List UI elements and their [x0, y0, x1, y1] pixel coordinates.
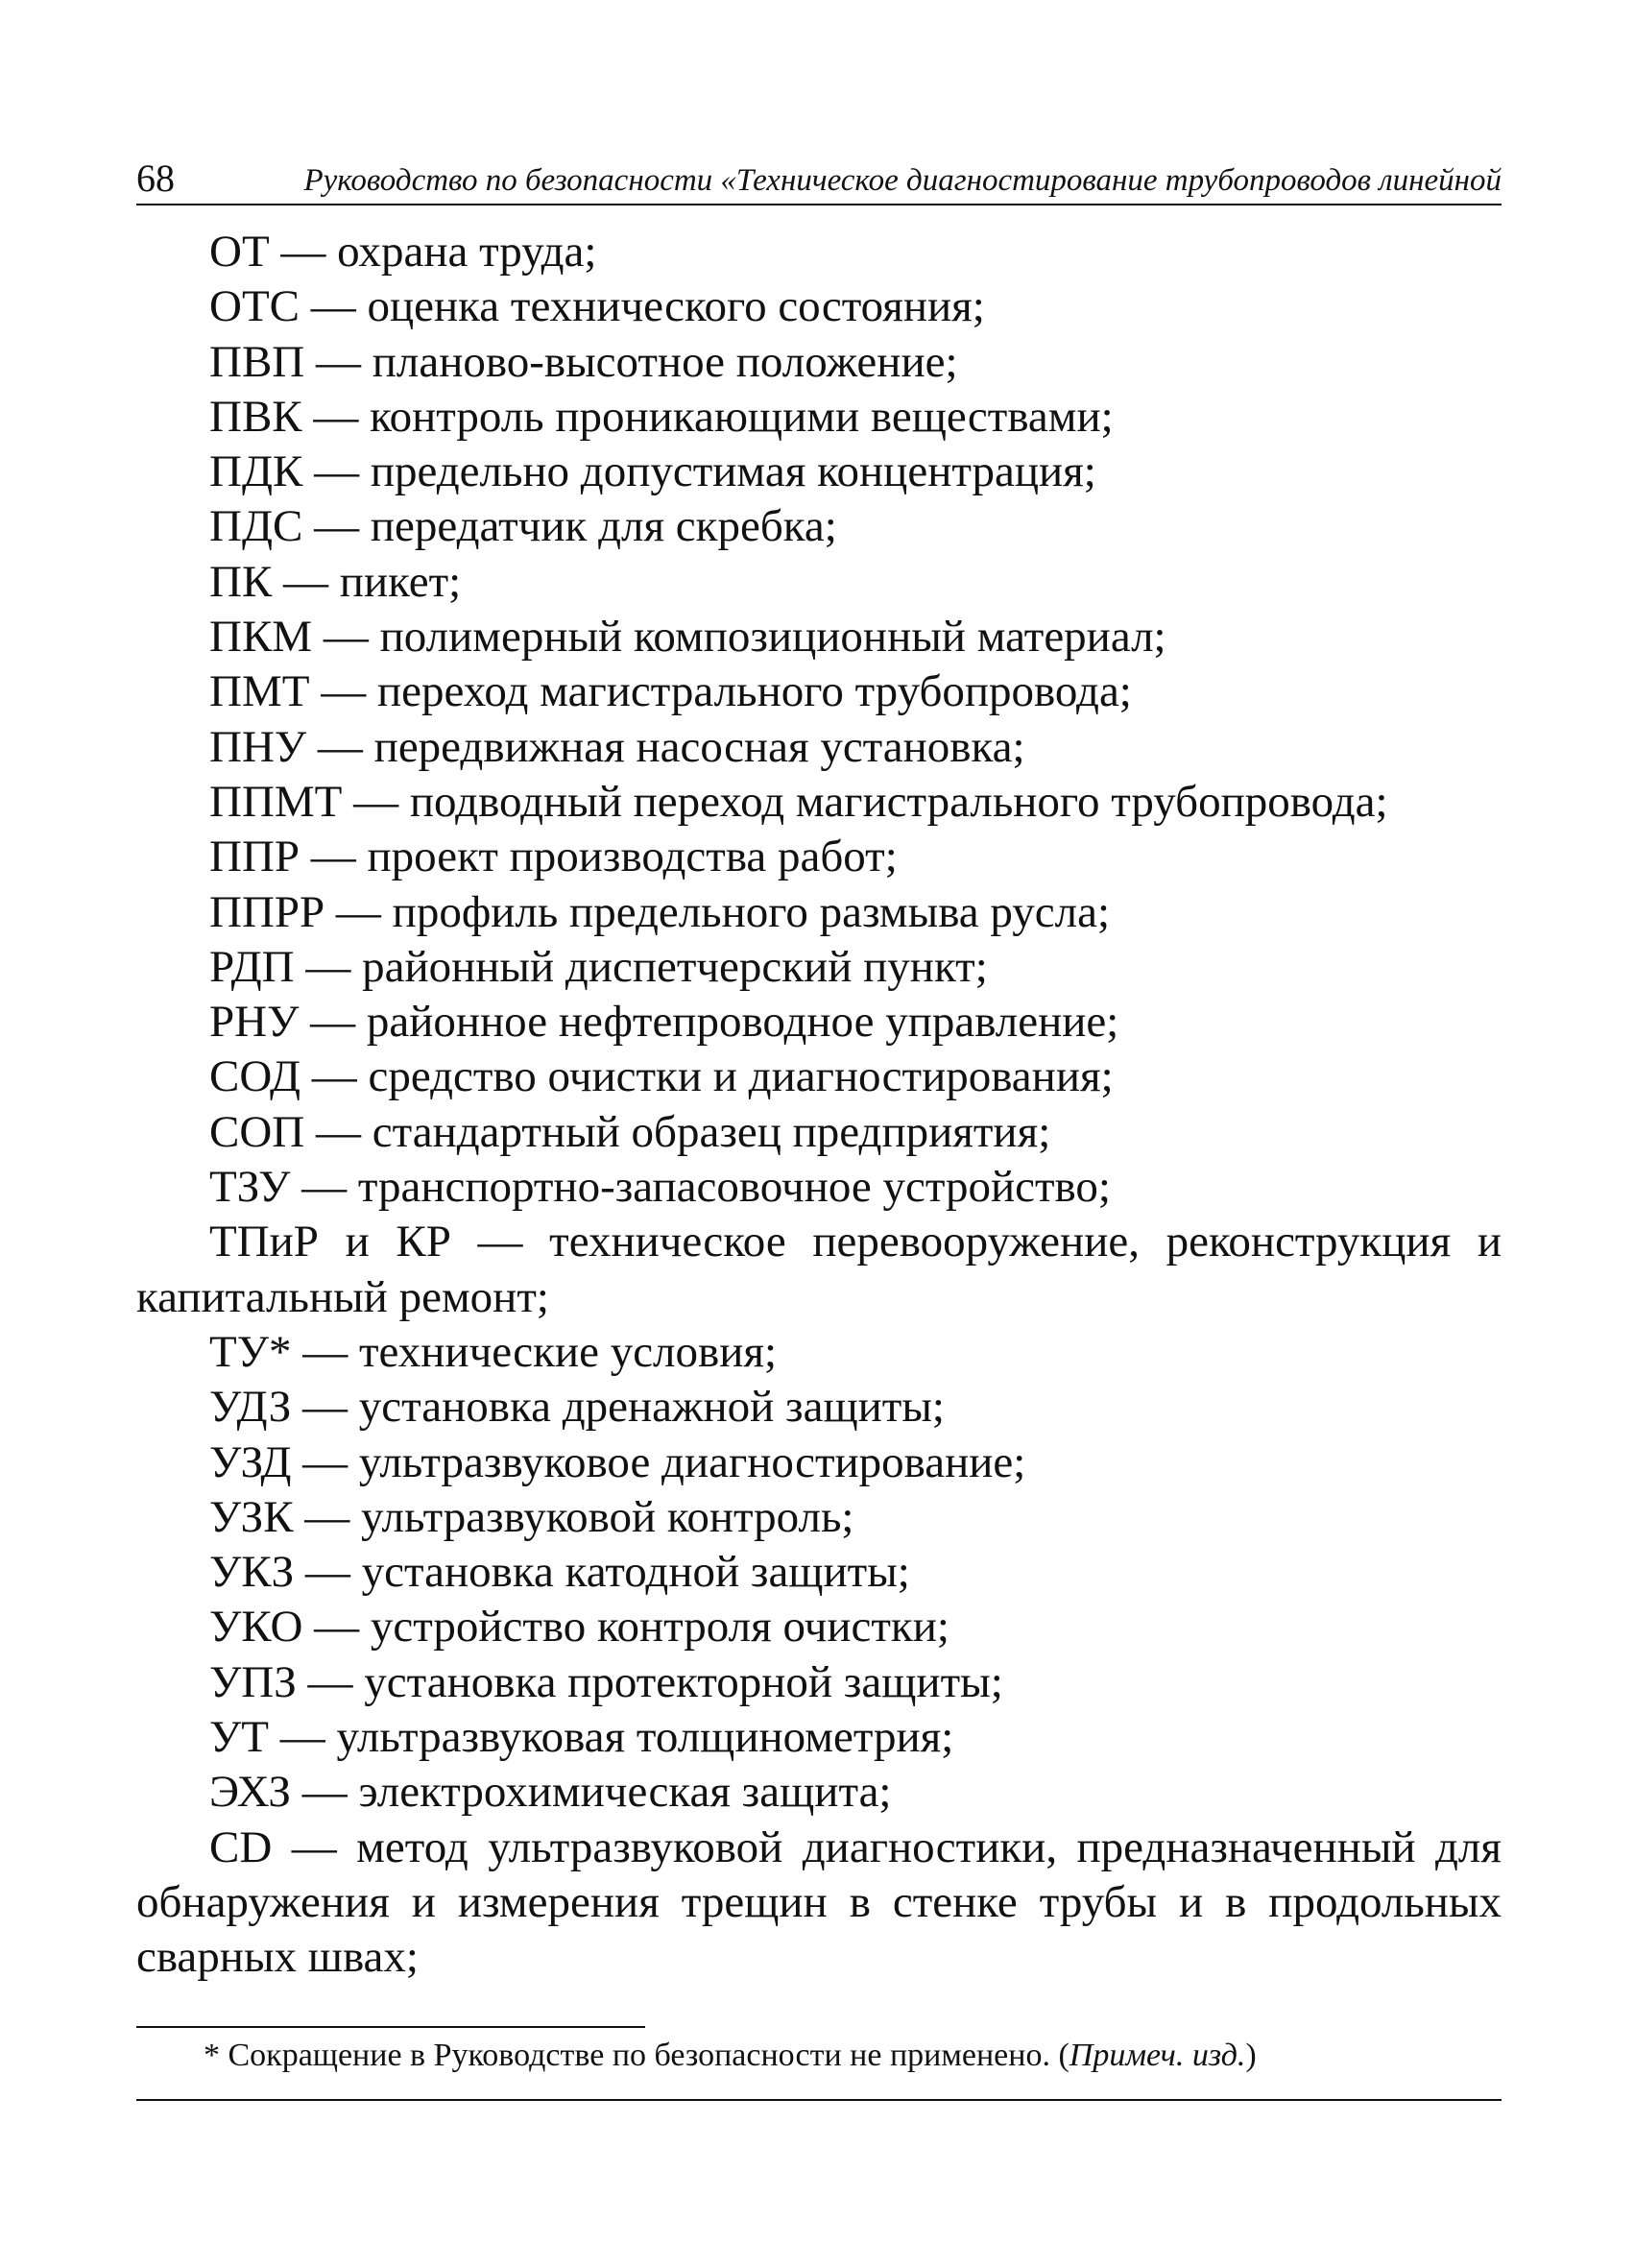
page-number: 68	[136, 157, 175, 200]
abbreviation-entry: CD — метод ультразвуковой диагностики, предназначенный для обнаружения и измерения трещин в стенке трубы и в продольных сварных швах;	[136, 1822, 1502, 1983]
abbreviation-entry: УЗК — ультразвуковой контроль;	[209, 1491, 854, 1542]
page-header	[136, 144, 1502, 205]
abbreviation-entry: УТ — ультразвуковая толщинометрия;	[209, 1712, 954, 1763]
footnote-note-open: (	[1058, 2038, 1069, 2073]
footnote	[204, 2036, 1257, 2076]
abbreviation-entry: ТЗУ — транспортно-запасовочное устройство;	[209, 1162, 1111, 1213]
abbreviation-entry: ПДС — передатчик для скребка;	[209, 501, 837, 552]
abbreviation-entry: ППМТ — подводный переход магистрального трубопровода;	[209, 776, 1388, 827]
abbreviation-entry: ПДК — предельно допустимая концентрация;	[209, 446, 1096, 497]
abbreviation-entry: РНУ — районное нефтепроводное управление;	[209, 997, 1119, 1048]
abbreviation-entry: ПНУ — передвижная насосная установка;	[209, 721, 1025, 772]
abbreviation-entry: УПЗ — установка протекторной защиты;	[209, 1656, 1003, 1707]
abbreviation-entry: ТУ* — технические условия;	[209, 1326, 778, 1377]
abbreviation-entry: СОД — средство очистки и диагностирования;	[209, 1051, 1114, 1102]
abbreviation-entry: ЭХЗ — электрохимическая защита;	[209, 1767, 892, 1818]
footnote-note-close: )	[1245, 2038, 1257, 2073]
abbreviation-entry: ППР — проект производства работ;	[209, 832, 898, 882]
footnote-marker: *	[204, 2038, 220, 2073]
abbreviation-entry: УЗД — ультразвуковое диагностирование;	[209, 1436, 1026, 1487]
abbreviation-entry: УКО — устройство контроля очистки;	[209, 1602, 949, 1653]
abbreviation-entry: УДЗ — установка дренажной защиты;	[209, 1382, 945, 1433]
abbreviation-entry: ПКМ — полимерный композиционный материал;	[209, 612, 1166, 663]
abbreviation-entry: РДП — районный диспетчерский пункт;	[209, 941, 988, 992]
bottom-divider	[136, 2099, 1502, 2101]
abbreviation-entry: ТПиР и КР — техническое перевооружение, реконструкция и капитальный ремонт;	[136, 1217, 1502, 1322]
abbreviation-entry: ПК — пикет;	[209, 556, 462, 607]
footnote-note-label: Примеч. изд.	[1069, 2038, 1246, 2073]
abbreviation-entry: ПВК — контроль проникающими веществами;	[209, 391, 1114, 442]
footnote-divider	[136, 2026, 645, 2028]
abbreviation-entry: СОП — стандартный образец предприятия;	[209, 1106, 1051, 1157]
abbreviations-list	[136, 225, 1502, 1986]
abbreviation-entry: ОТ — охрана труда;	[209, 227, 597, 277]
running-title: Руководство по безопасности «Техническое диагностирование трубопроводов линейной	[303, 163, 1502, 198]
abbreviation-entry: УКЗ — установка катодной защиты;	[209, 1547, 910, 1598]
abbreviation-entry: ПВП — планово-высотное положение;	[209, 336, 958, 387]
abbreviation-entry: ППРР — профиль предельного размыва русла;	[209, 886, 1111, 937]
abbreviation-entry: ОТС — оценка технического состояния;	[209, 281, 985, 332]
footnote-text: Сокращение в Руководстве по безопасности не применено.	[228, 2038, 1050, 2073]
abbreviation-entry: ПМТ — переход магистрального трубопровода;	[209, 666, 1132, 717]
